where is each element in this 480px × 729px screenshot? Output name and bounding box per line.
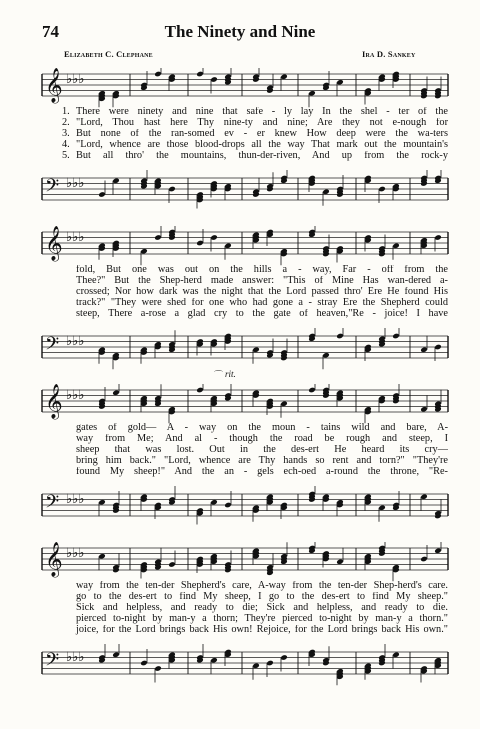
lyric-line: Thee?" But the Shep-herd made answer: "This of Mine Has wan-dered a-	[76, 275, 448, 286]
tempo-marking: rit.	[225, 369, 236, 379]
treble-clef-icon: 𝄞	[45, 384, 63, 419]
lyrics-block-2	[62, 265, 448, 320]
treble-staff-2	[38, 226, 450, 266]
composer-credit: Ira D. Sankey	[362, 49, 416, 59]
treble-staff-4	[38, 542, 450, 582]
fermata-icon: ⌒	[214, 370, 224, 380]
lyric-line: 5. But all thro' the mountains, thun-der-riven, And up from the rock-y	[62, 150, 448, 161]
treble-clef-icon: 𝄞	[45, 226, 63, 261]
treble-clef-icon: 𝄞	[45, 68, 63, 103]
lyric-line: way from the ten-der Shepherd's care, A-way from the ten-der Shep-herd's care.	[76, 581, 448, 591]
bass-staff-1	[38, 170, 450, 214]
bass-staff-3	[38, 486, 450, 530]
bass-clef-icon: 𝄢	[45, 334, 60, 359]
lyrics-block-1	[62, 107, 448, 162]
bass-clef-icon: 𝄢	[45, 176, 60, 201]
lyric-line: crossed; Nor how dark was the night that the Lord passed thro' Ere He found His	[76, 286, 448, 297]
lyric-line: pierced to-night by man-y a thorn; They're pierced to-night by man-y a thorn."	[76, 613, 448, 624]
key-signature-icon: ♭♭♭	[66, 546, 85, 561]
bass-clef-icon: 𝄢	[45, 492, 60, 517]
key-signature-icon: ♭♭♭	[66, 334, 85, 349]
hymn-title: The Ninety and Nine	[164, 22, 316, 41]
lyric-line: joice, for the Lord brings back His own! Rejoice, for the Lord brings back His own."	[76, 624, 448, 635]
lyric-line: gates of gold— A - way on the moun - tains wild and bare, A-	[76, 423, 448, 433]
key-signature-icon: ♭♭♭	[66, 492, 85, 507]
treble-staff-1	[38, 68, 450, 108]
key-signature-icon: ♭♭♭	[66, 176, 85, 191]
lyrics-block-3	[62, 423, 448, 478]
treble-staff-3	[38, 384, 450, 424]
lyricist-credit: Elizabeth C. Clephane	[64, 49, 153, 59]
lyric-line: Sick and helpless, and ready to die; Sick and helpless, and ready to die.	[76, 602, 448, 613]
lyric-line: sheep that was lost. Out in the des-ert He heard its cry—	[76, 444, 448, 455]
bass-staff-4	[38, 644, 450, 688]
key-signature-icon: ♭♭♭	[66, 72, 85, 87]
lyric-line: track?" "They were shed for one who had gone a - stray Ere the Shepherd could	[76, 297, 448, 308]
key-signature-icon: ♭♭♭	[66, 650, 85, 665]
lyric-line: 4. "Lord, whence are those blood-drops all the way That mark out the mountain's	[62, 139, 448, 150]
lyrics-block-4	[62, 581, 448, 636]
lyric-line: 2. "Lord, Thou hast here Thy nine-ty and nine; Are they not e-nough for	[62, 117, 448, 128]
lyric-line: found My sheep!" And the an - gels ech-oed a-round the throne, "Re-	[76, 466, 448, 477]
bass-staff-2	[38, 328, 450, 372]
treble-clef-icon: 𝄞	[45, 542, 63, 577]
bass-clef-icon: 𝄢	[45, 650, 60, 675]
page-number: 74	[42, 22, 59, 41]
lyric-line: steep, There a-rose a glad cry to the gate of heaven,"Re - joice! I have	[76, 308, 448, 319]
lyric-line: way from Me; And al - though the road be rough and steep, I	[76, 433, 448, 444]
lyric-line: 3. But none of the ran-somed ev - er knew How deep were the wa-ters	[62, 128, 448, 139]
key-signature-icon: ♭♭♭	[66, 388, 85, 403]
lyric-line: fold, But one was out on the hills a - way, Far - off from the	[76, 265, 448, 275]
lyric-line: bring him back." "Lord, whence are Thy hands so rent and torn?" "They're	[76, 455, 448, 466]
lyric-line: go to the des-ert to find My sheep, I go to the des-ert to find My sheep."	[76, 591, 448, 602]
lyric-line: 1. There were ninety and nine that safe - ly lay In the shel - ter of the	[62, 107, 448, 117]
key-signature-icon: ♭♭♭	[66, 230, 85, 245]
